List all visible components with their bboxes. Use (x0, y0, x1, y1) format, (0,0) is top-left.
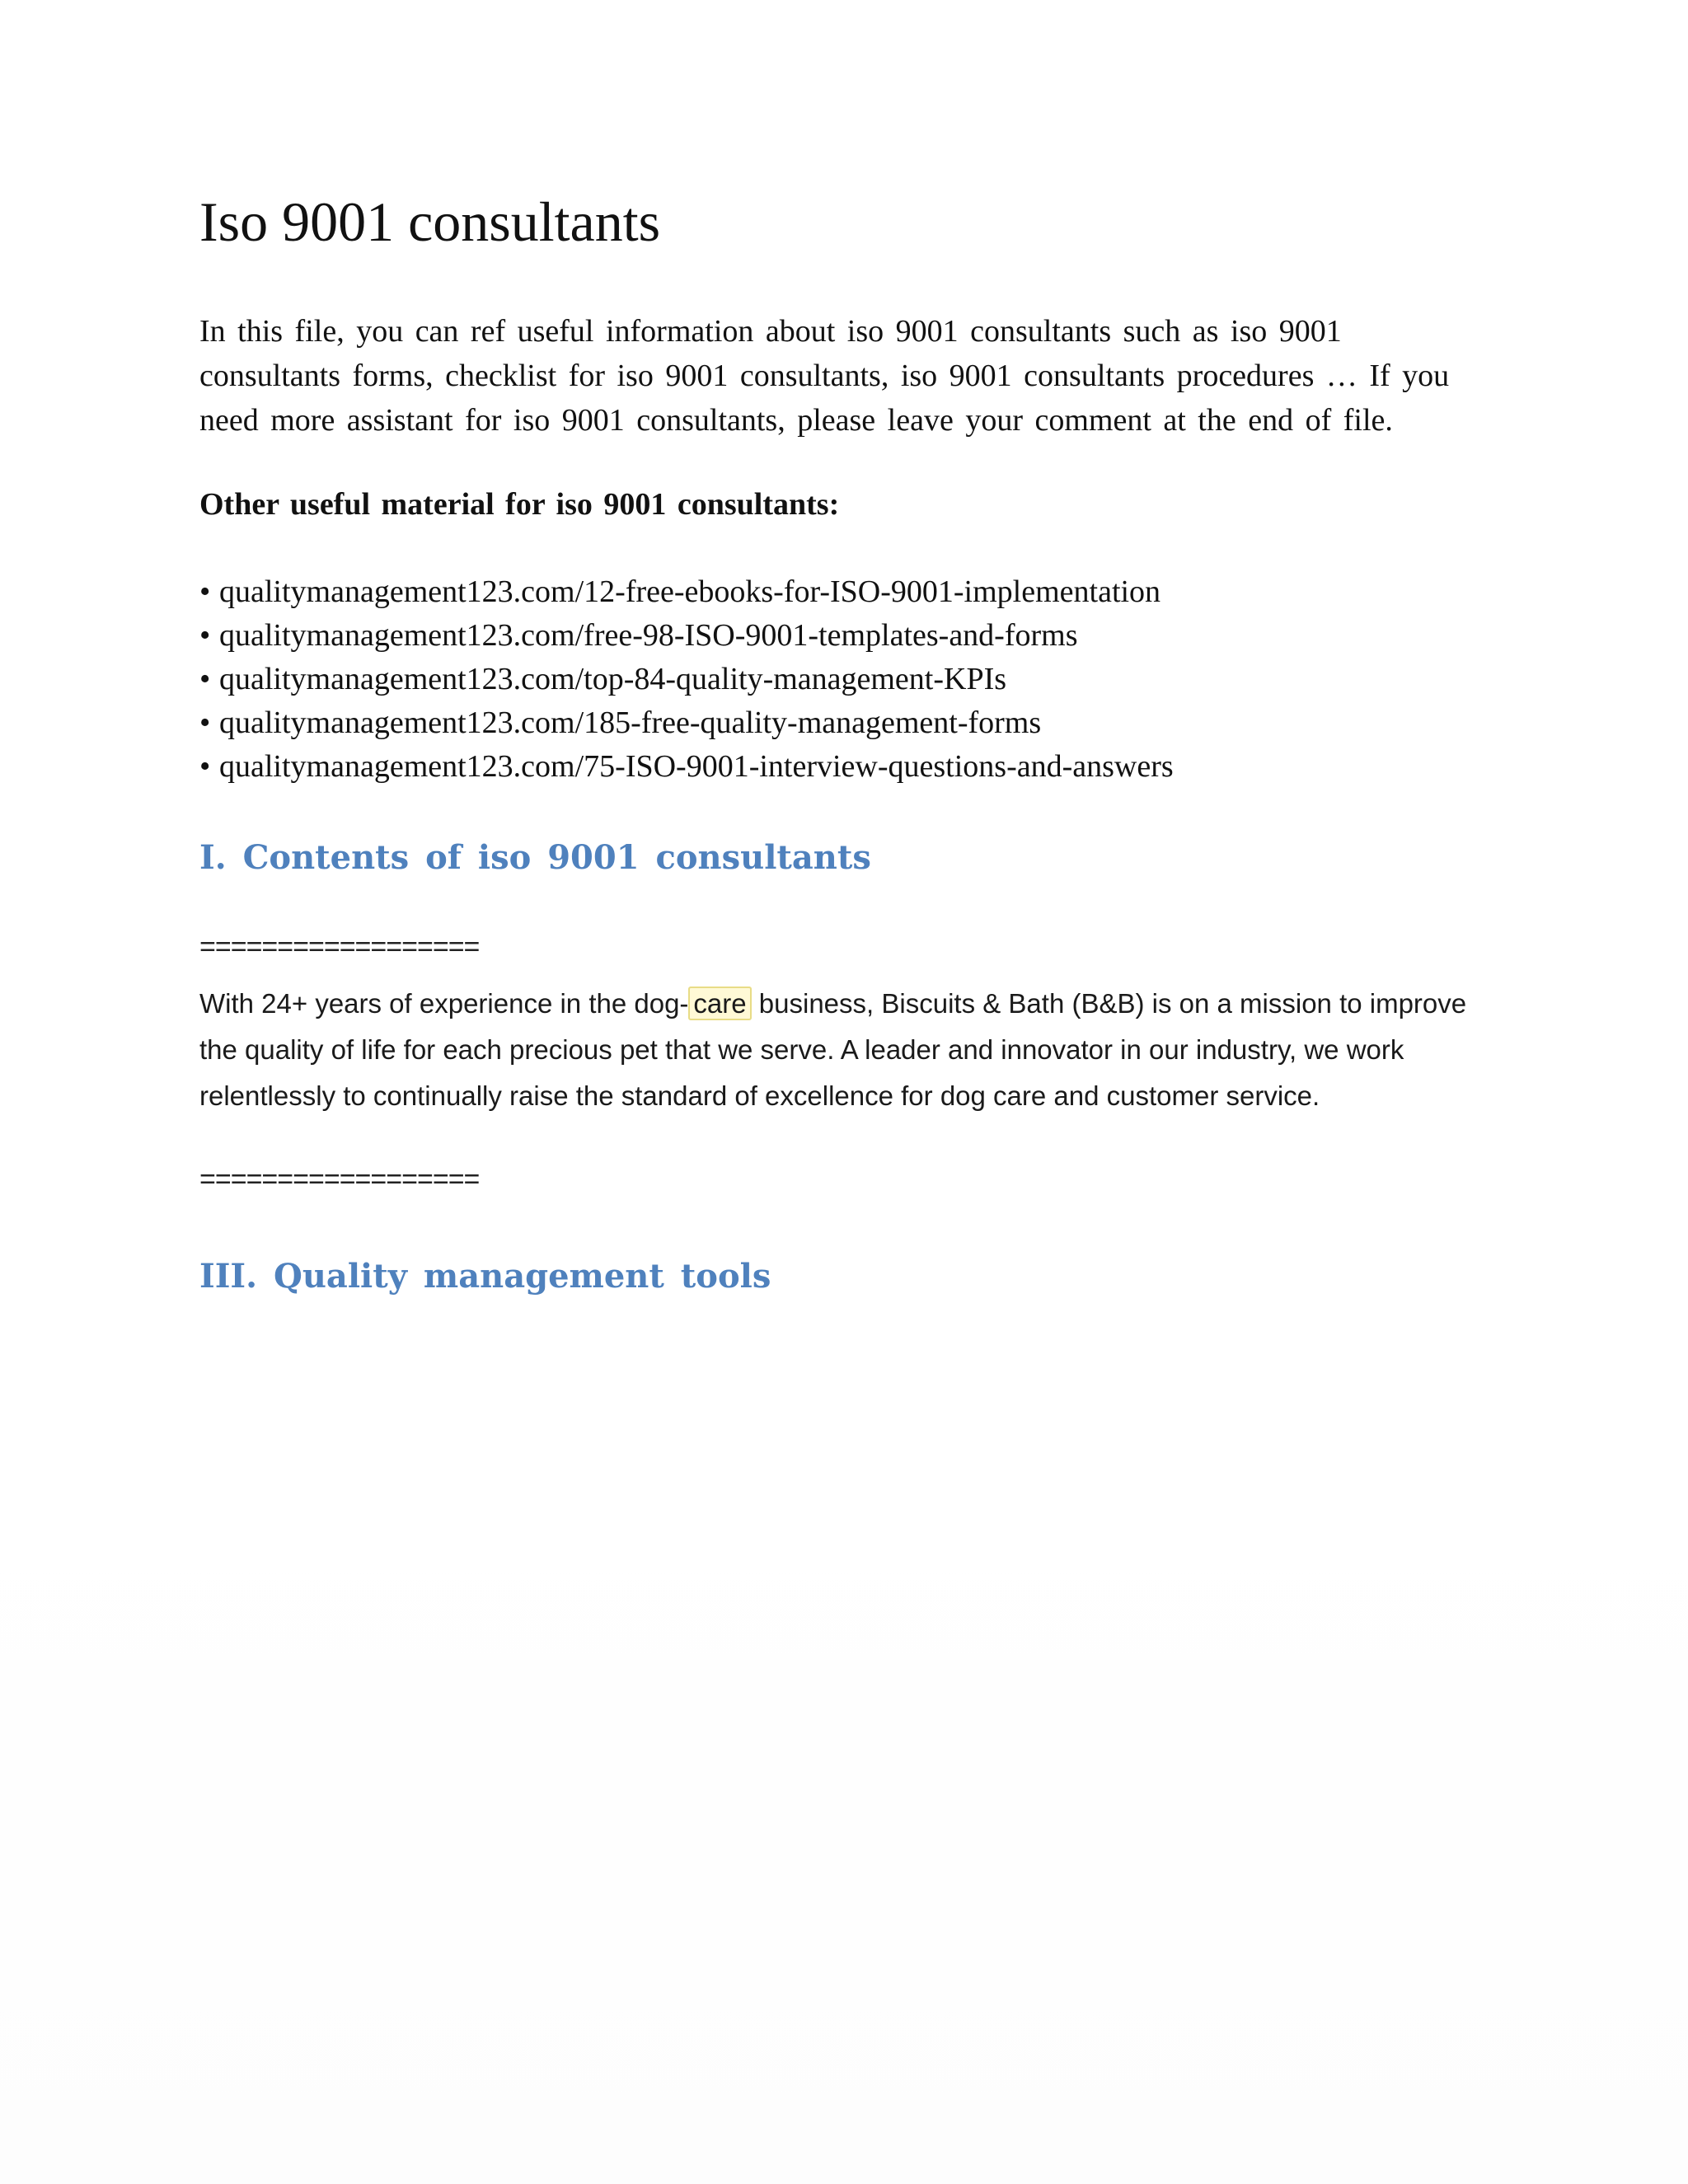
body-text: business, Biscuits & Bath (B&B) is on a mission to improve (751, 988, 1467, 1019)
material-link-item[interactable] (199, 701, 1174, 745)
body-line (199, 981, 1518, 1027)
materials-heading: Other useful material for iso 9001 consultants: (199, 487, 840, 522)
material-link[interactable]: qualitymanagement123.com/free-98-ISO-9001-templates-and-forms (219, 618, 1078, 653)
body-line: relentlessly to continually raise the standard of excellence for dog care and customer service. (199, 1080, 1320, 1111)
section-heading-tools: III. Quality management tools (199, 1257, 771, 1296)
document-title: Iso 9001 consultants (199, 190, 661, 253)
material-link[interactable]: qualitymanagement123.com/12-free-ebooks-for-ISO-9001-implementation (219, 574, 1161, 609)
body-line: the quality of life for each precious pet that we serve. A leader and innovator in our industry, we work (199, 1034, 1404, 1065)
intro-line: consultants forms, checklist for iso 9001 consultants, iso 9001 consultants procedures … If you (199, 359, 1450, 393)
material-link-item[interactable] (199, 745, 1174, 789)
material-link-item[interactable] (199, 658, 1174, 701)
section-heading-contents: I. Contents of iso 9001 consultants (199, 838, 871, 877)
material-link[interactable]: qualitymanagement123.com/185-free-quality-management-forms (219, 705, 1042, 740)
material-links-list (199, 570, 1174, 789)
body-text: With 24+ years of experience in the dog- (199, 988, 689, 1019)
separator-line: ================== (199, 931, 480, 963)
material-link[interactable]: qualitymanagement123.com/75-ISO-9001-interview-questions-and-answers (219, 749, 1174, 784)
intro-line: need more assistant for iso 9001 consultants, please leave your comment at the end of file. (199, 403, 1393, 438)
intro-line: In this file, you can ref useful information about iso 9001 consultants such as iso 9001 (199, 314, 1342, 349)
material-link-item[interactable] (199, 570, 1174, 614)
bullet-icon: • (199, 749, 211, 784)
page-background (0, 1483, 1688, 2184)
bullet-icon: • (199, 574, 211, 609)
separator-line: ================== (199, 1164, 480, 1195)
highlighted-word: care (688, 987, 751, 1020)
bullet-icon: • (199, 618, 211, 653)
body-paragraph (199, 981, 1518, 1119)
bullet-icon: • (199, 662, 211, 696)
material-link[interactable]: qualitymanagement123.com/top-84-quality-management-KPIs (219, 662, 1007, 696)
intro-paragraph (199, 309, 1485, 443)
material-link-item[interactable] (199, 614, 1174, 658)
bullet-icon: • (199, 705, 211, 740)
